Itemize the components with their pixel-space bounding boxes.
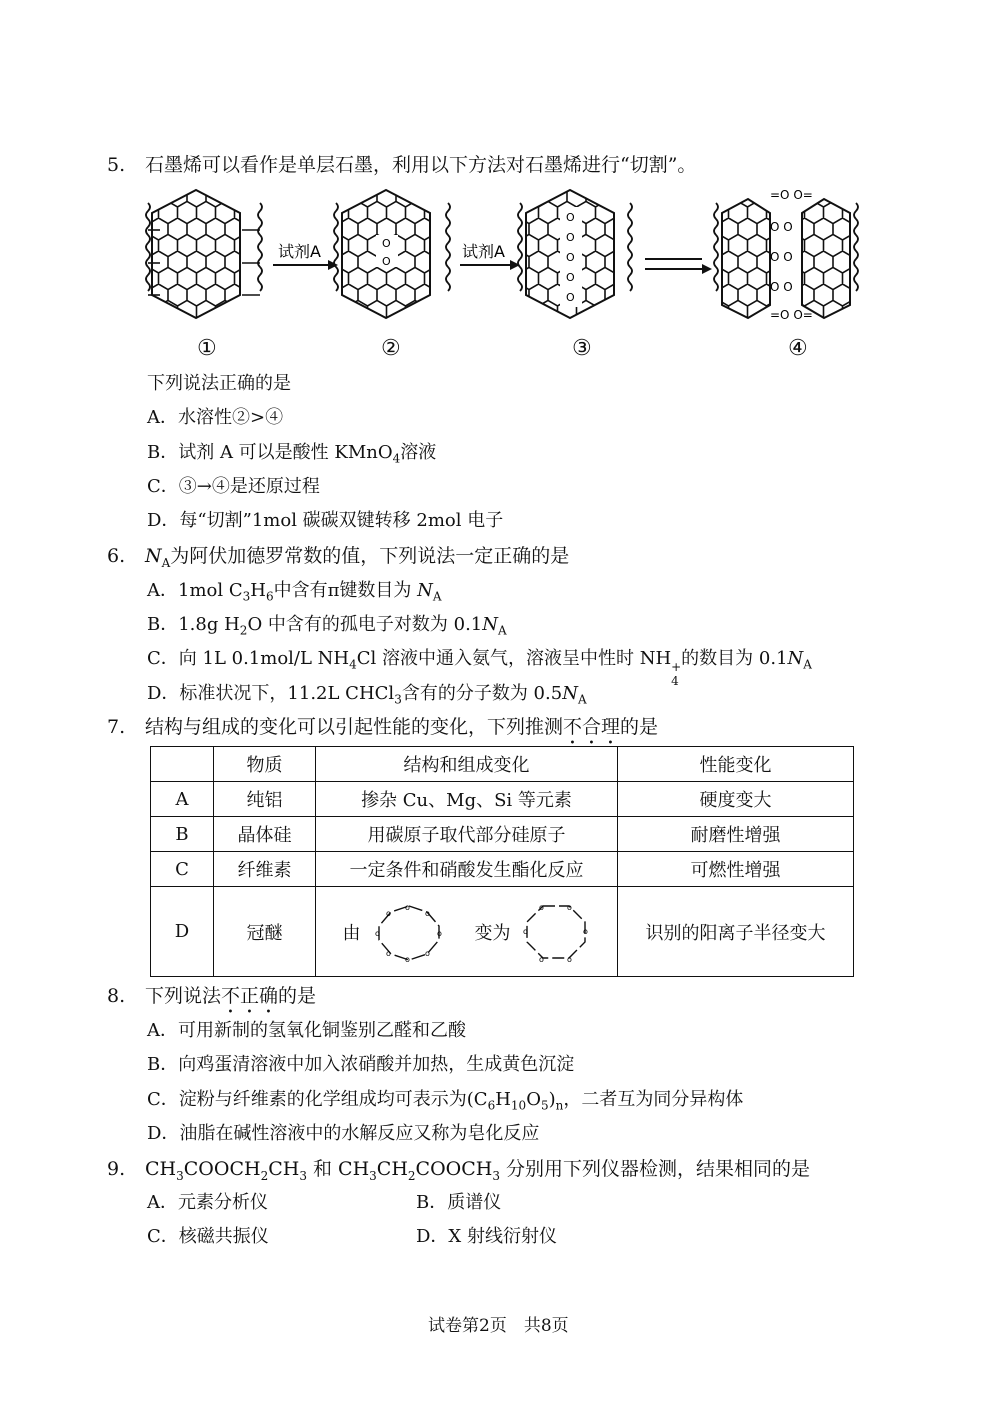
q9-option-a: A．元素分析仪 [147, 1192, 268, 1213]
cell: 耐磨性增强 [618, 817, 854, 852]
svg-text:o: o [424, 908, 430, 918]
graphene-sheet-2 [334, 190, 450, 318]
t: 2 [407, 1168, 416, 1183]
t: 中含有π键数目为 [273, 580, 412, 601]
t: A．1mol C [147, 580, 243, 601]
q8-stem-emph: 不正确 [221, 985, 279, 1007]
t: Cl 溶液中通入氨气，溶液呈中性时 NH [356, 648, 672, 669]
t: 6 [487, 1098, 496, 1113]
t: A [432, 589, 442, 604]
svg-text:O: O [566, 231, 575, 244]
header-cell: 性能变化 [618, 747, 854, 782]
t: 的数目为 0.1 [681, 648, 788, 669]
svg-text:O O: O O [770, 220, 793, 234]
q7-table [150, 746, 854, 977]
q6-a: A [161, 555, 171, 570]
arrow-3 [645, 259, 712, 274]
svg-text:o: o [538, 902, 544, 912]
q5-option-b [147, 440, 436, 472]
t: CH [145, 1158, 177, 1180]
q5-option-d: D．每“切割”1mol 碳碳双键转移 2mol 电子 [147, 510, 504, 531]
t: 含有的分子数为 0.5 [401, 683, 563, 704]
t: O 中含有的孤电子对数为 0.1 [247, 614, 483, 635]
svg-text:o: o [582, 926, 588, 936]
svg-text:O: O [566, 271, 575, 284]
q8-stem [107, 983, 316, 1018]
q6-option-d [147, 681, 587, 713]
cell: D [151, 887, 214, 977]
to-label: 变为 [474, 922, 511, 944]
table-row [151, 782, 854, 817]
table-row [151, 852, 854, 887]
label-2: ② [381, 336, 401, 361]
from-label: 由 [342, 922, 361, 944]
t: 3 [299, 1168, 307, 1183]
q6-option-b [147, 612, 507, 644]
cell: A [151, 782, 214, 817]
q7-stem-post: 的是 [620, 716, 659, 738]
t: 5 [540, 1098, 549, 1113]
t: CH [376, 1158, 408, 1180]
t: 3 [176, 1168, 184, 1183]
cell: 纤维素 [214, 852, 316, 887]
q5-stem-text: 石墨烯可以看作是单层石墨，利用以下方法对石墨烯进行“切割”。 [145, 154, 697, 176]
t: 2 [239, 623, 248, 638]
t: COOCH [415, 1158, 493, 1180]
graphene-sheet-1 [146, 190, 262, 318]
svg-text:O: O [566, 211, 575, 224]
svg-text:O: O [382, 255, 391, 268]
t: 6 [265, 589, 274, 604]
header-cell: 结构和组成变化 [316, 747, 618, 782]
svg-text:O O: O O [770, 250, 793, 264]
q6-n: N [145, 545, 162, 567]
header-cell: 物质 [214, 747, 316, 782]
svg-text:O: O [566, 251, 575, 264]
svg-text:O: O [382, 237, 391, 250]
graphene-sheet-4 [714, 188, 858, 322]
t: 和 CH [313, 1158, 370, 1180]
q9-number: 9. [107, 1158, 126, 1180]
t: 3 [369, 1168, 377, 1183]
t: H [495, 1089, 511, 1110]
label-1: ① [197, 336, 217, 361]
q5-option-c: C．③→④是还原过程 [147, 476, 320, 497]
cell: C [151, 852, 214, 887]
q8-number: 8. [107, 985, 126, 1007]
svg-text:o: o [566, 954, 572, 964]
t: n [555, 1098, 564, 1113]
svg-text:=O O=: =O O= [770, 308, 813, 322]
q6-option-a [147, 578, 442, 610]
crown-ether-large-icon [371, 900, 447, 964]
cell: B [151, 817, 214, 852]
q5-option-b-post: 溶液 [400, 442, 437, 463]
svg-text:o: o [538, 954, 544, 964]
t: 4 [349, 657, 357, 672]
t: A [498, 623, 507, 638]
q6-number: 6. [107, 545, 126, 567]
svg-text:o: o [424, 948, 430, 958]
reagent-a-label-2: 试剂A [462, 242, 505, 261]
q6-stem [107, 543, 569, 576]
t: A [803, 657, 812, 672]
t: D．标准状况下，11.2L CHCl [147, 683, 395, 704]
q5-number: 5. [107, 154, 126, 176]
reagent-a-label-1: 试剂A [278, 242, 321, 261]
q9-option-b: B．质谱仪 [416, 1192, 502, 1213]
q5-stem [107, 152, 696, 178]
q8-option-b: B．向鸡蛋清溶液中加入浓硝酸并加热，生成黄色沉淀 [147, 1054, 575, 1075]
q8-stem-pre: 下列说法 [145, 985, 222, 1007]
q5-option-b-text: B．试剂 A 可以是酸性 KMnO [147, 442, 393, 463]
q8-stem-post: 的是 [278, 985, 317, 1007]
q8-option-a: A．可用新制的氢氧化铜鉴别乙醛和乙酸 [147, 1020, 466, 1041]
t: ) [548, 1089, 556, 1110]
t: 4 [671, 674, 679, 688]
t: N [787, 648, 804, 669]
t: 10 [510, 1098, 527, 1113]
arrow-2 [460, 242, 520, 270]
table-header-row [151, 747, 854, 782]
t: + [671, 660, 682, 674]
svg-text:o: o [385, 908, 391, 918]
t: 3 [394, 692, 402, 707]
cell: 硬度变大 [618, 782, 854, 817]
graphene-cutting-diagram [130, 185, 870, 365]
cell: 纯铝 [214, 782, 316, 817]
svg-text:o: o [566, 902, 572, 912]
q5-option-a: A．水溶性②>④ [147, 407, 284, 428]
cell: 识别的阳离子半径变大 [618, 887, 854, 977]
t: 3 [492, 1168, 500, 1183]
t: 分别用下列仪器检测，结果相同的是 [506, 1158, 811, 1180]
q9-option-d: D．X 射线衍射仪 [416, 1226, 557, 1247]
cell-crown-ether [316, 887, 618, 977]
t: O [526, 1089, 541, 1110]
label-4: ④ [788, 336, 808, 361]
cell: 一定条件和硝酸发生酯化反应 [316, 852, 618, 887]
q7-stem-pre: 结构与组成的变化可以引起性能的变化，下列推测 [145, 716, 564, 738]
t: ，二者互为同分异构体 [563, 1089, 744, 1110]
svg-text:o: o [374, 928, 380, 938]
t: H [250, 580, 266, 601]
t: N [417, 580, 433, 601]
q7-number: 7. [107, 716, 126, 738]
svg-text:o: o [522, 926, 528, 936]
svg-text:o: o [404, 902, 410, 912]
t: 3 [242, 589, 251, 604]
graphene-sheet-3 [518, 190, 632, 318]
q6-option-c [147, 646, 812, 688]
header-cell [151, 747, 214, 782]
label-3: ③ [572, 336, 592, 361]
t: N [562, 683, 578, 704]
table-row [151, 817, 854, 852]
q5-option-b-sub: 4 [392, 451, 401, 466]
t: B．1.8g H [147, 614, 240, 635]
cell: 掺杂 Cu、Mg、Si 等元素 [316, 782, 618, 817]
t: 2 [260, 1168, 269, 1183]
svg-text:O: O [566, 291, 575, 304]
t: CH [268, 1158, 300, 1180]
arrow-1 [273, 242, 338, 270]
svg-text:=O O=: =O O= [770, 188, 813, 202]
cell: 晶体硅 [214, 817, 316, 852]
t: COOCH [183, 1158, 261, 1180]
t: A [577, 692, 587, 707]
q9-stem [107, 1156, 810, 1189]
svg-text:o: o [385, 948, 391, 958]
q7-stem [107, 714, 658, 749]
cell: 用碳原子取代部分硅原子 [316, 817, 618, 852]
q8-option-d: D．油脂在碱性溶液中的水解反应又称为皂化反应 [147, 1123, 540, 1144]
table-row [151, 887, 854, 977]
t: C．向 1L 0.1mol/L NH [147, 648, 350, 669]
q5-ask: 下列说法正确的是 [147, 373, 291, 394]
page-footer: 试卷第2页 共8页 [428, 1316, 569, 1336]
q8-option-c [147, 1087, 743, 1119]
cell: 可燃性增强 [618, 852, 854, 887]
t: N [482, 614, 499, 635]
svg-text:o: o [404, 954, 410, 964]
svg-text:O O: O O [770, 280, 793, 294]
q7-stem-emph: 不合理 [563, 716, 621, 738]
cell: 冠醚 [214, 887, 316, 977]
svg-text:o: o [436, 928, 442, 938]
crown-ether-small-icon [521, 900, 591, 964]
q9-option-c: C．核磁共振仪 [147, 1226, 269, 1247]
t: C．淀粉与纤维素的化学组成均可表示为(C [147, 1089, 488, 1110]
q6-stem-text: 为阿伏加德罗常数的值，下列说法一定正确的是 [170, 545, 570, 567]
